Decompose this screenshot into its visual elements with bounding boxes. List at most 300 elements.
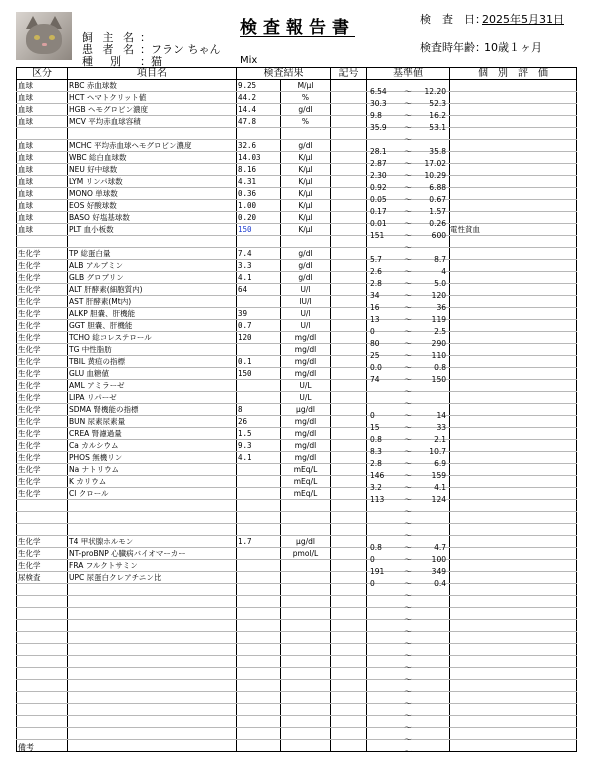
reference-high: 349 xyxy=(431,566,446,576)
reference-tilde: ～ xyxy=(404,338,412,348)
reference-cell xyxy=(367,128,450,144)
comment-cell xyxy=(450,272,577,284)
table-row xyxy=(17,596,577,608)
reference-low: 30.3 xyxy=(370,98,387,108)
category-cell xyxy=(17,656,68,668)
unit-cell: U/l xyxy=(281,284,331,296)
reference-cell xyxy=(367,656,450,672)
reference-tilde: ～ xyxy=(404,194,412,204)
reference-cell xyxy=(367,644,450,660)
flag-cell xyxy=(331,416,367,428)
unit-cell: g/dl xyxy=(281,272,331,284)
reference-tilde: ～ xyxy=(404,518,412,528)
category-cell xyxy=(17,728,68,740)
reference-tilde: ～ xyxy=(404,146,412,156)
table-row xyxy=(17,740,577,752)
item-name-cell: AML アミラーゼ xyxy=(68,380,237,392)
result-value-cell: 1.00 xyxy=(237,200,281,212)
reference-high: 290 xyxy=(431,338,446,348)
reference-cell xyxy=(367,152,450,168)
category-cell: 生化学 xyxy=(17,560,68,572)
item-name-cell xyxy=(68,656,237,668)
reference-tilde: ～ xyxy=(404,170,412,180)
item-name-cell: GGT 胆嚢、肝機能 xyxy=(68,320,237,332)
unit-cell: K/μl xyxy=(281,224,331,236)
table-row xyxy=(17,428,577,440)
category-cell xyxy=(17,500,68,512)
comment-cell xyxy=(450,584,577,596)
table-row xyxy=(17,188,577,200)
comment-cell xyxy=(450,344,577,356)
reference-cell xyxy=(367,332,450,348)
comment-cell xyxy=(450,560,577,572)
species-value: ：猫 xyxy=(140,55,162,68)
reference-cell xyxy=(367,452,450,468)
reference-high: 12.20 xyxy=(424,86,446,96)
category-cell: 生化学 xyxy=(17,548,68,560)
reference-cell xyxy=(367,572,450,588)
comment-cell xyxy=(450,176,577,188)
reference-low: 35.9 xyxy=(370,122,387,132)
reference-cell xyxy=(367,224,450,240)
reference-tilde: ～ xyxy=(404,602,412,612)
reference-cell xyxy=(367,464,450,480)
cat-eye-left xyxy=(34,35,40,40)
reference-cell xyxy=(367,380,450,396)
category-cell: 血球 xyxy=(17,152,68,164)
reference-tilde: ～ xyxy=(404,182,412,192)
item-name-cell xyxy=(68,692,237,704)
comment-cell xyxy=(450,500,577,512)
header-item: 項目名 xyxy=(68,68,237,80)
comment-cell xyxy=(450,356,577,368)
unit-cell xyxy=(281,596,331,608)
reference-tilde: ～ xyxy=(404,686,412,696)
table-row xyxy=(17,536,577,548)
table-row xyxy=(17,692,577,704)
reference-low: 2.8 xyxy=(370,458,382,468)
comment-cell xyxy=(450,188,577,200)
comment-cell xyxy=(450,332,577,344)
reference-high: 119 xyxy=(431,314,446,324)
category-cell: 生化学 xyxy=(17,332,68,344)
reference-cell xyxy=(367,212,450,228)
item-name-cell: ALKP 胆嚢、肝機能 xyxy=(68,308,237,320)
flag-cell xyxy=(331,152,367,164)
age-label: 検査時年齢： xyxy=(420,41,486,54)
result-value-cell: 44.2 xyxy=(237,92,281,104)
item-name-cell xyxy=(68,128,237,140)
reference-cell xyxy=(367,680,450,696)
result-value-cell: 0.7 xyxy=(237,320,281,332)
reference-cell xyxy=(367,164,450,180)
item-name-cell: ALT 肝酵素(細胞質内) xyxy=(68,284,237,296)
comment-cell xyxy=(450,392,577,404)
category-cell xyxy=(17,632,68,644)
table-row xyxy=(17,644,577,656)
comment-cell xyxy=(450,716,577,728)
flag-cell xyxy=(331,644,367,656)
comment-cell xyxy=(450,248,577,260)
result-value-cell: 8.16 xyxy=(237,164,281,176)
reference-high: 0.67 xyxy=(429,194,446,204)
unit-cell: % xyxy=(281,92,331,104)
flag-cell xyxy=(331,488,367,500)
reference-tilde: ～ xyxy=(404,434,412,444)
result-value-cell: 150 xyxy=(237,224,281,236)
flag-cell xyxy=(331,536,367,548)
unit-cell xyxy=(281,656,331,668)
flag-cell xyxy=(331,476,367,488)
reference-cell xyxy=(367,668,450,684)
reference-cell xyxy=(367,488,450,504)
reference-low: 113 xyxy=(370,494,385,504)
comment-cell xyxy=(450,728,577,740)
unit-cell: U/L xyxy=(281,392,331,404)
reference-tilde: ～ xyxy=(404,158,412,168)
reference-high: 33 xyxy=(436,422,446,432)
category-cell xyxy=(17,716,68,728)
reference-cell xyxy=(367,704,450,720)
result-value-cell xyxy=(237,608,281,620)
category-cell: 生化学 xyxy=(17,296,68,308)
comment-cell xyxy=(450,404,577,416)
category-cell xyxy=(17,692,68,704)
comment-cell xyxy=(450,368,577,380)
header-result: 検査結果 xyxy=(237,68,331,80)
table-row xyxy=(17,200,577,212)
unit-cell xyxy=(281,704,331,716)
reference-low: 5.7 xyxy=(370,254,382,264)
result-value-cell xyxy=(237,488,281,500)
header-flag: 記号 xyxy=(331,68,367,80)
reference-tilde: ～ xyxy=(404,362,412,372)
comment-cell xyxy=(450,416,577,428)
reference-cell xyxy=(367,320,450,336)
item-name-cell: Cl クロール xyxy=(68,488,237,500)
result-value-cell: 9.25 xyxy=(237,80,281,92)
unit-cell: K/μl xyxy=(281,152,331,164)
comment-cell xyxy=(450,200,577,212)
comment-cell xyxy=(450,740,577,752)
reference-high: 600 xyxy=(431,230,446,240)
unit-cell: mg/dl xyxy=(281,356,331,368)
flag-cell xyxy=(331,356,367,368)
table-row xyxy=(17,680,577,692)
reference-tilde: ～ xyxy=(404,410,412,420)
reference-low: 2.30 xyxy=(370,170,387,180)
flag-cell xyxy=(331,380,367,392)
item-name-cell: NEU 好中球数 xyxy=(68,164,237,176)
flag-cell xyxy=(331,512,367,524)
comment-cell xyxy=(450,428,577,440)
flag-cell xyxy=(331,428,367,440)
result-value-cell xyxy=(237,668,281,680)
reference-high: 0.8 xyxy=(434,362,446,372)
category-cell: 血球 xyxy=(17,80,68,92)
unit-cell: μg/dl xyxy=(281,404,331,416)
reference-low: 191 xyxy=(370,566,385,576)
category-cell xyxy=(17,128,68,140)
reference-low: 2.87 xyxy=(370,158,387,168)
category-cell: 生化学 xyxy=(17,380,68,392)
reference-cell xyxy=(367,356,450,372)
flag-cell xyxy=(331,404,367,416)
table-row xyxy=(17,80,577,92)
unit-cell: mg/dl xyxy=(281,416,331,428)
reference-tilde: ～ xyxy=(404,242,412,252)
item-name-cell: TG 中性脂肪 xyxy=(68,344,237,356)
category-cell: 生化学 xyxy=(17,488,68,500)
comment-cell xyxy=(450,488,577,500)
reference-cell xyxy=(367,404,450,420)
reference-low: 0.01 xyxy=(370,218,387,228)
flag-cell xyxy=(331,248,367,260)
flag-cell xyxy=(331,668,367,680)
reference-tilde: ～ xyxy=(404,422,412,432)
result-value-cell xyxy=(237,740,281,752)
table-row xyxy=(17,296,577,308)
flag-cell xyxy=(331,548,367,560)
flag-cell xyxy=(331,128,367,140)
comment-cell xyxy=(450,680,577,692)
flag-cell xyxy=(331,116,367,128)
reference-cell xyxy=(367,236,450,252)
flag-cell xyxy=(331,104,367,116)
flag-cell xyxy=(331,728,367,740)
reference-tilde: ～ xyxy=(404,674,412,684)
category-cell: 生化学 xyxy=(17,440,68,452)
table-row xyxy=(17,368,577,380)
unit-cell: K/μl xyxy=(281,164,331,176)
reference-low: 8.3 xyxy=(370,446,382,456)
table-row xyxy=(17,488,577,500)
item-name-cell: SDMA 腎機能の指標 xyxy=(68,404,237,416)
result-value-cell: 3.3 xyxy=(237,260,281,272)
unit-cell xyxy=(281,512,331,524)
result-value-cell: 4.1 xyxy=(237,272,281,284)
table-row xyxy=(17,308,577,320)
category-cell: 生化学 xyxy=(17,452,68,464)
item-name-cell: WBC 総白血球数 xyxy=(68,152,237,164)
result-value-cell xyxy=(237,596,281,608)
table-row xyxy=(17,584,577,596)
comment-cell xyxy=(450,284,577,296)
comment-cell xyxy=(450,212,577,224)
item-name-cell xyxy=(68,680,237,692)
table-row xyxy=(17,668,577,680)
category-cell: 尿検査 xyxy=(17,572,68,584)
category-cell xyxy=(17,608,68,620)
reference-low: 0.05 xyxy=(370,194,387,204)
unit-cell: μg/dl xyxy=(281,536,331,548)
item-name-cell: PHOS 無機リン xyxy=(68,452,237,464)
item-name-cell xyxy=(68,512,237,524)
flag-cell xyxy=(331,224,367,236)
reference-low: 9.8 xyxy=(370,110,382,120)
reference-low: 6.54 xyxy=(370,86,387,96)
comment-cell xyxy=(450,320,577,332)
species-label: 種 別 xyxy=(82,55,124,68)
comment-cell xyxy=(450,140,577,152)
category-cell: 生化学 xyxy=(17,428,68,440)
reference-tilde: ～ xyxy=(404,626,412,636)
table-row xyxy=(17,176,577,188)
header-comment: 個 別 評 価 xyxy=(450,68,577,80)
reference-high: 10.7 xyxy=(429,446,446,456)
item-name-cell: GLB グロブリン xyxy=(68,272,237,284)
result-value-cell: 47.8 xyxy=(237,116,281,128)
reference-cell xyxy=(367,512,450,528)
flag-cell xyxy=(331,320,367,332)
item-name-cell: LYM リンパ球数 xyxy=(68,176,237,188)
item-name-cell: BASO 好塩基球数 xyxy=(68,212,237,224)
reference-high: 110 xyxy=(431,350,446,360)
unit-cell: pmol/L xyxy=(281,548,331,560)
item-name-cell: RBC 赤血球数 xyxy=(68,80,237,92)
unit-cell: mg/dl xyxy=(281,368,331,380)
category-cell xyxy=(17,680,68,692)
patient-value: ：フラン ちゃん xyxy=(140,43,221,56)
flag-cell xyxy=(331,680,367,692)
result-value-cell xyxy=(237,524,281,536)
comment-cell xyxy=(450,620,577,632)
flag-cell xyxy=(331,704,367,716)
category-cell xyxy=(17,596,68,608)
table-row xyxy=(17,236,577,248)
comment-cell xyxy=(450,452,577,464)
reference-tilde: ～ xyxy=(404,98,412,108)
comment-cell xyxy=(450,668,577,680)
reference-tilde: ～ xyxy=(404,206,412,216)
flag-cell xyxy=(331,464,367,476)
flag-cell xyxy=(331,740,367,752)
result-value-cell: 14.03 xyxy=(237,152,281,164)
table-row xyxy=(17,164,577,176)
category-cell: 生化学 xyxy=(17,308,68,320)
reference-cell xyxy=(367,524,450,540)
reference-tilde: ～ xyxy=(404,218,412,228)
category-cell: 血球 xyxy=(17,200,68,212)
result-value-cell xyxy=(237,548,281,560)
flag-cell xyxy=(331,80,367,92)
reference-cell xyxy=(367,260,450,276)
reference-cell xyxy=(367,296,450,312)
reference-cell xyxy=(367,248,450,264)
comment-cell xyxy=(450,440,577,452)
unit-cell xyxy=(281,632,331,644)
unit-cell: mg/dl xyxy=(281,440,331,452)
result-value-cell xyxy=(237,296,281,308)
flag-cell xyxy=(331,284,367,296)
owner-label: 飼 主 名 xyxy=(82,31,137,44)
result-value-cell: 4.31 xyxy=(237,176,281,188)
reference-cell xyxy=(367,608,450,624)
comment-cell xyxy=(450,548,577,560)
reference-cell xyxy=(367,428,450,444)
reference-cell xyxy=(367,284,450,300)
reference-low: 0 xyxy=(370,326,375,336)
reference-tilde: ～ xyxy=(404,566,412,576)
table-row xyxy=(17,716,577,728)
table-row xyxy=(17,728,577,740)
reference-cell xyxy=(367,200,450,216)
unit-cell: IU/l xyxy=(281,296,331,308)
unit-cell: K/μl xyxy=(281,188,331,200)
reference-cell xyxy=(367,92,450,108)
item-name-cell: CREA 腎濾過量 xyxy=(68,428,237,440)
comment-cell xyxy=(450,164,577,176)
result-value-cell xyxy=(237,692,281,704)
report-title: 検査報告書 xyxy=(240,18,355,38)
category-cell: 生化学 xyxy=(17,344,68,356)
reference-low: 0.92 xyxy=(370,182,387,192)
reference-low: 0 xyxy=(370,578,375,588)
flag-cell xyxy=(331,236,367,248)
table-row xyxy=(17,380,577,392)
item-name-cell xyxy=(68,632,237,644)
result-value-cell xyxy=(237,656,281,668)
comment-cell xyxy=(450,536,577,548)
table-row xyxy=(17,272,577,284)
reference-tilde: ～ xyxy=(404,110,412,120)
flag-cell xyxy=(331,584,367,596)
table-row xyxy=(17,212,577,224)
category-cell: 生化学 xyxy=(17,320,68,332)
table-row xyxy=(17,416,577,428)
category-cell: 生化学 xyxy=(17,272,68,284)
reference-low: 0.17 xyxy=(370,206,387,216)
unit-cell: % xyxy=(281,116,331,128)
reference-low: 2.8 xyxy=(370,278,382,288)
reference-high: 8.7 xyxy=(434,254,446,264)
reference-low: 0 xyxy=(370,410,375,420)
flag-cell xyxy=(331,692,367,704)
reference-cell xyxy=(367,548,450,564)
category-cell: 生化学 xyxy=(17,464,68,476)
reference-high: 2.5 xyxy=(434,326,446,336)
item-name-cell: MCV 平均赤血球容積 xyxy=(68,116,237,128)
item-name-cell xyxy=(68,524,237,536)
table-row xyxy=(17,512,577,524)
item-name-cell: BUN 尿素尿素量 xyxy=(68,416,237,428)
reference-tilde: ～ xyxy=(404,278,412,288)
table-header-row xyxy=(17,68,577,80)
item-name-cell: GLU 血糖値 xyxy=(68,368,237,380)
date-label: 検 査 日： xyxy=(420,13,486,26)
patient-label: 患 者 名 xyxy=(82,43,137,56)
item-name-cell xyxy=(68,500,237,512)
reference-tilde: ～ xyxy=(404,326,412,336)
table-row xyxy=(17,560,577,572)
category-cell: 生化学 xyxy=(17,476,68,488)
item-name-cell: TCHO 総コレステロール xyxy=(68,332,237,344)
comment-cell xyxy=(450,644,577,656)
reference-high: 0.4 xyxy=(434,578,446,588)
table-row xyxy=(17,704,577,716)
reference-tilde: ～ xyxy=(404,638,412,648)
reference-low: 13 xyxy=(370,314,380,324)
reference-high: 6.88 xyxy=(429,182,446,192)
table-row xyxy=(17,356,577,368)
table-row xyxy=(17,620,577,632)
reference-cell xyxy=(367,728,450,744)
item-name-cell xyxy=(68,608,237,620)
flag-cell xyxy=(331,572,367,584)
category-cell xyxy=(17,236,68,248)
reference-cell xyxy=(367,500,450,516)
result-value-cell xyxy=(237,632,281,644)
